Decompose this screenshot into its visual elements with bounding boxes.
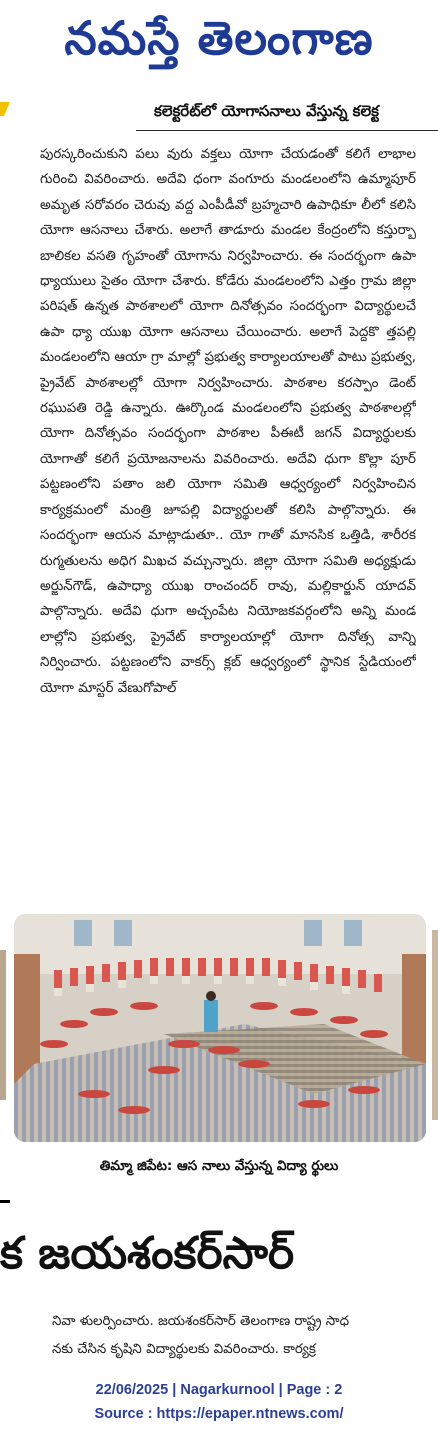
masthead xyxy=(0,0,438,88)
adjacent-photo-edge-right xyxy=(432,930,438,1120)
next-article-line-2: నకు చేసిన కృషిని విద్యార్థులకు వివరించారు. కార్యక్ర xyxy=(52,1342,316,1357)
footer-dateline: 22/06/2025 | Nagarkurnool | Page : 2 xyxy=(95,1382,343,1398)
headline-divider xyxy=(136,130,438,131)
yoga-hall-photo xyxy=(14,914,426,1142)
footer-source: Source : https://epaper.ntnews.com/ xyxy=(94,1406,344,1422)
article-body xyxy=(40,142,416,882)
section-marker xyxy=(0,1200,10,1203)
next-article-headline xyxy=(0,1222,438,1292)
article-headline-strip xyxy=(0,94,438,130)
photo-caption: తిమ్మా జిపేట: ఆస నాలు వేస్తున్న విద్యా ర్థులు xyxy=(99,1158,339,1174)
article-headline: కలెక్టరేట్‌లో యోగాసనాలు వేస్తున్న కలెక్ట xyxy=(154,102,379,120)
article-photo xyxy=(14,914,426,1142)
article-paragraph: పురస్కరించుకుని పలు వురు వక్తలు యోగా చేయడంతో కలిగే లాభాల గురించి వివరించారు. అదేవి ధంగా వంగూరు మండలంలోని ఉమ్మాపూర్ అమృత సరోవరం చెరువు వద్ద ఎంపీడీవో బ్రహ్మచారి ఉపాధికూ లీలో కలిసి యోగా ఆసనాలు చేశారు. అలాగే తాడూరు మండల కేంద్రంలోని కస్తుర్బా బాలికల వసతి గృహంతో యోగాను నిర్వహించారు. ఈ సందర్భంగా ఉపా ధ్యాయులు సైతం యోగా చేశారు. కోడేరు మండలంలోని ఎత్తం గ్రామ జిల్లా పరిషత్ ఉన్నత పాఠశాలలో యోగా దినోత్సవం సందర్భంగా విద్యార్థులచే ఉపా ధ్యా యుఖ యోగా ఆసనాలు చేయించారు. అలాగే పెద్దకొ త్తపల్లి మండలంలోని ఆయా గ్రా మాల్లో ప్రభుత్వ కార్యాలయాలతో పాటు ప్రభుత్వ, ప్రైవేట్ పాఠశాలల్లో యోగా నిర్వహించారు. పాఠశాల కరస్పాం డెంట్ రఘుపతి రెడ్డి ఉన్నారు. ఊర్కొండ మండలంలోని ప్రభుత్వ పాఠశాలల్లో యోగా దినోత్సవం సందర్భంగా పాఠశాల పీఈటీ జగన్ విద్యార్థులకు యోగాతో కలిగే ప్రయోజనాలను వివరించారు. అదేవి ధుగా కొల్లా పూర్ పట్టణంలోని పతాం జలి యోగా సమితి ఆధ్వర్యంలో నిర్వహించిన కార్యక్రమంలో మంత్రి జూపల్లి విద్యార్థులతో కలిసి పాల్గొన్నారు. ఈ సందర్భంగా ఆయన మాట్లాడుతూ.. యో గాతో మానసిక ఒత్తిడి, శారీరక రుగ్మతులను అధిగ మిఖచ వచ్చున్నారు. జిల్లా యోగా సమితి అధ్యక్షుడు అర్జున్‌గౌడ్, ఉపాధ్యా యుఖ రాంచందర్ రావు, మల్లికార్జున్ యాదవ్ పాల్గొన్నారు. అదేవి ధుగా అచ్చంపేట నియోజకవర్గంలోని అన్ని మండ లాల్లోని ప్రభుత్వ, ప్రైవేట్ కార్యాలయాల్లో యోగా దినోత్స వాన్ని నిర్వించారు. పట్టణంలోని వాకర్స్ క్లబ్ ఆధ్వర్యంలో స్థానిక స్టేడియంలో యోగా మాస్టర్ వేణుగోపాల్ xyxy=(40,147,416,696)
adjacent-photo-edge-left xyxy=(0,950,6,1100)
next-article-title: క జయశంకర్‌సార్ xyxy=(0,1228,295,1279)
masthead-logo: నమస్తే తెలంగాణ xyxy=(64,11,374,65)
next-article-line-1: నివా ళులర్పించారు. జయశంకర్‌సార్ తెలంగాణ రాష్ట్ర సాధ xyxy=(52,1314,350,1329)
